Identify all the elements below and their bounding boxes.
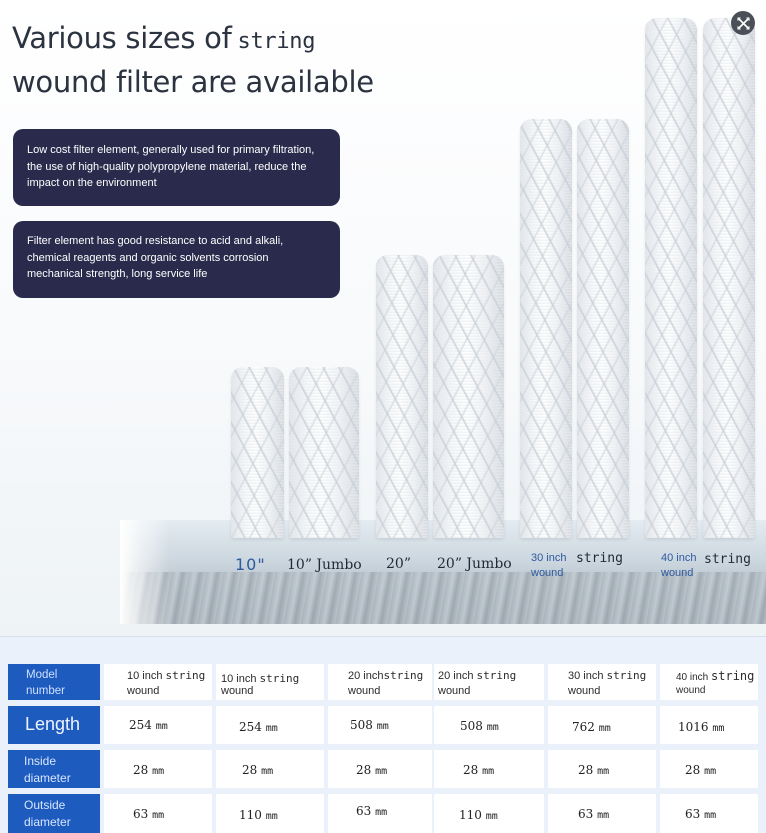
length-cell: 762 mm bbox=[548, 706, 656, 744]
label-10-inch-jumbo: 10” Jumbo bbox=[287, 557, 362, 573]
outside-cell: 63 mm bbox=[104, 794, 212, 833]
inside-cell: 28 mm bbox=[548, 750, 656, 788]
inside-cell: 28 mm bbox=[328, 750, 432, 788]
model-cell: 40 inch string wound bbox=[660, 664, 758, 700]
filter-40-inch-a bbox=[645, 18, 697, 538]
title-line2: wound filter are available bbox=[12, 65, 374, 99]
outside-cell: 63 mm bbox=[328, 794, 432, 833]
model-cell: 30 inch string wound bbox=[548, 664, 656, 700]
row-header-inside: Inside diameter bbox=[8, 750, 100, 788]
outside-cell: 110 mm bbox=[434, 794, 544, 833]
length-cell: 508 mm bbox=[434, 706, 544, 744]
filter-10-inch-jumbo bbox=[289, 367, 359, 538]
label-30-inch: 30 inch wound bbox=[531, 552, 567, 579]
length-cell: 1016 mm bbox=[660, 706, 758, 744]
page-title bbox=[12, 18, 374, 102]
row-header-outside: Outside diameter bbox=[8, 794, 100, 833]
model-cell: 10 inch string wound bbox=[104, 664, 212, 700]
filter-40-inch-b bbox=[703, 18, 755, 538]
filter-20-inch-jumbo bbox=[433, 255, 504, 538]
filter-30-inch-a bbox=[520, 119, 572, 538]
inside-cell: 28 mm bbox=[216, 750, 324, 788]
inside-cell: 28 mm bbox=[660, 750, 758, 788]
title-line1-mono: string bbox=[237, 29, 316, 54]
inside-cell: 28 mm bbox=[434, 750, 544, 788]
outside-cell: 63 mm bbox=[548, 794, 656, 833]
inside-cell: 28 mm bbox=[104, 750, 212, 788]
outside-cell: 110 mm bbox=[216, 794, 324, 833]
outside-cell: 63 mm bbox=[660, 794, 758, 833]
close-icon[interactable] bbox=[731, 11, 755, 35]
model-cell: 20 inch string wound bbox=[434, 664, 544, 700]
platform-slope bbox=[120, 520, 170, 624]
length-cell: 508 mm bbox=[328, 706, 432, 744]
length-cell: 254 mm bbox=[216, 706, 324, 744]
spec-table bbox=[0, 636, 766, 833]
title-line1: Various sizes of bbox=[12, 21, 232, 55]
length-cell: 254 mm bbox=[104, 706, 212, 744]
row-header-length: Length bbox=[8, 706, 100, 744]
model-cell: 10 inch string wound bbox=[216, 664, 324, 700]
filter-30-inch-b bbox=[577, 119, 629, 538]
label-20-inch: 20” bbox=[386, 556, 411, 572]
label-10-inch: 10" bbox=[235, 555, 266, 574]
label-40-inch: 40 inch wound bbox=[661, 552, 697, 579]
label-30-inch-string: string bbox=[576, 551, 623, 566]
info-box-cost: Low cost filter element, generally used for primary filtration, the use of high-quality polypropylene material, reduce the impact on the environment bbox=[13, 129, 340, 206]
filter-20-inch bbox=[376, 255, 428, 538]
info-box-resistance: Filter element has good resistance to acid and alkali, chemical reagents and organic solvents corrosion mechanical strength, long service life bbox=[13, 221, 340, 298]
model-cell: 20 inchstring wound bbox=[328, 664, 432, 700]
label-40-inch-string: string bbox=[704, 552, 751, 567]
filter-10-inch bbox=[231, 367, 284, 538]
row-header-model: Model number bbox=[8, 664, 100, 700]
label-20-inch-jumbo: 20” Jumbo bbox=[437, 556, 512, 572]
